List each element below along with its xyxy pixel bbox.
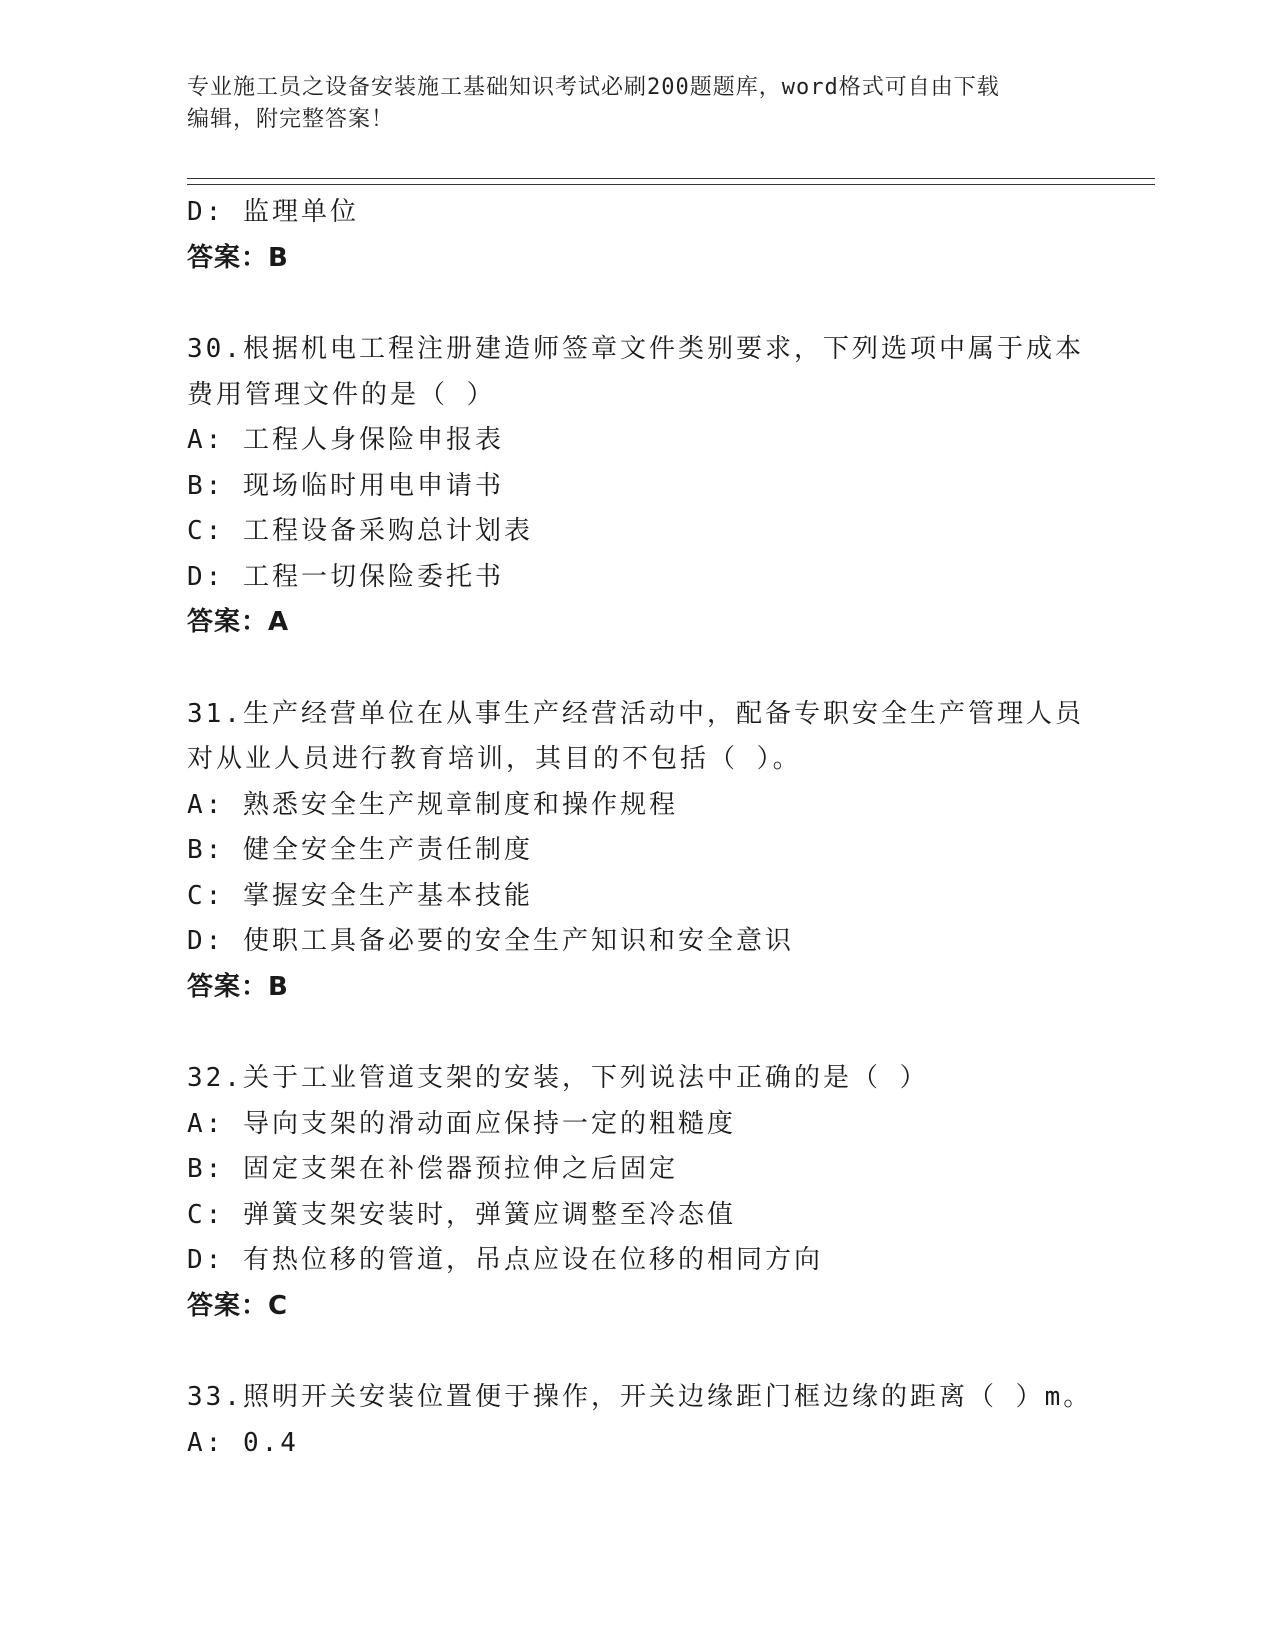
- option-b: B: 现场临时用电申请书: [187, 470, 504, 501]
- option-c: C: 弹簧支架安装时，弹簧应调整至冷态值: [187, 1199, 736, 1230]
- answer-line: 答案：B: [187, 242, 289, 273]
- question-stem-continued: 对从业人员进行教育培训，其目的不包括（ ）。: [187, 744, 802, 774]
- option-c: C: 掌握安全生产基本技能: [187, 880, 533, 911]
- question-30: [187, 327, 1087, 646]
- option-a: A: 0.4: [187, 1427, 299, 1458]
- option-d: D: 有热位移的管道，吊点应设在位移的相同方向: [187, 1245, 823, 1275]
- question-stem: 31.生产经营单位在从事生产经营活动中，配备专职安全生产管理人员: [187, 698, 1084, 729]
- answer-line: 答案：C: [187, 1290, 289, 1321]
- option-b: B: 健全安全生产责任制度: [187, 835, 533, 865]
- header-title-line2: 编辑，附完整答案！: [187, 107, 395, 132]
- question-stem-continued: 费用管理文件的是（ ）: [187, 379, 496, 410]
- question-33: [187, 1375, 1093, 1466]
- answer-line: 答案：A: [187, 607, 290, 637]
- question-content: [187, 190, 1093, 1466]
- option-c: C: 工程设备采购总计划表: [187, 516, 533, 546]
- option-d: D: 工程一切保险委托书: [187, 561, 504, 592]
- question-31: [187, 692, 1087, 1011]
- option-b: B: 固定支架在补偿器预拉伸之后固定: [187, 1154, 678, 1184]
- option-a: A: 熟悉安全生产规章制度和操作规程: [187, 789, 678, 820]
- question-29-tail: [187, 190, 1087, 281]
- question-stem: 33.照明开关安装位置便于操作，开关边缘距门框边缘的距离（ ）m。: [187, 1382, 1093, 1412]
- option-d: D: 监理单位: [187, 197, 359, 227]
- header-divider: [187, 178, 1155, 185]
- page-header: [187, 72, 1087, 136]
- question-stem: 32.关于工业管道支架的安装，下列说法中正确的是（ ）: [187, 1063, 929, 1093]
- option-a: A: 导向支架的滑动面应保持一定的粗糙度: [187, 1108, 736, 1139]
- header-title-line1: 专业施工员之设备安装施工基础知识考试必刷200题题库，word格式可自由下载: [187, 75, 1000, 100]
- option-a: A: 工程人身保险申报表: [187, 425, 504, 455]
- question-stem: 30.根据机电工程注册建造师签章文件类别要求，下列选项中属于成本: [187, 334, 1084, 364]
- answer-line: 答案：B: [187, 971, 289, 1002]
- question-32: [187, 1056, 1087, 1329]
- option-d: D: 使职工具备必要的安全生产知识和安全意识: [187, 926, 794, 956]
